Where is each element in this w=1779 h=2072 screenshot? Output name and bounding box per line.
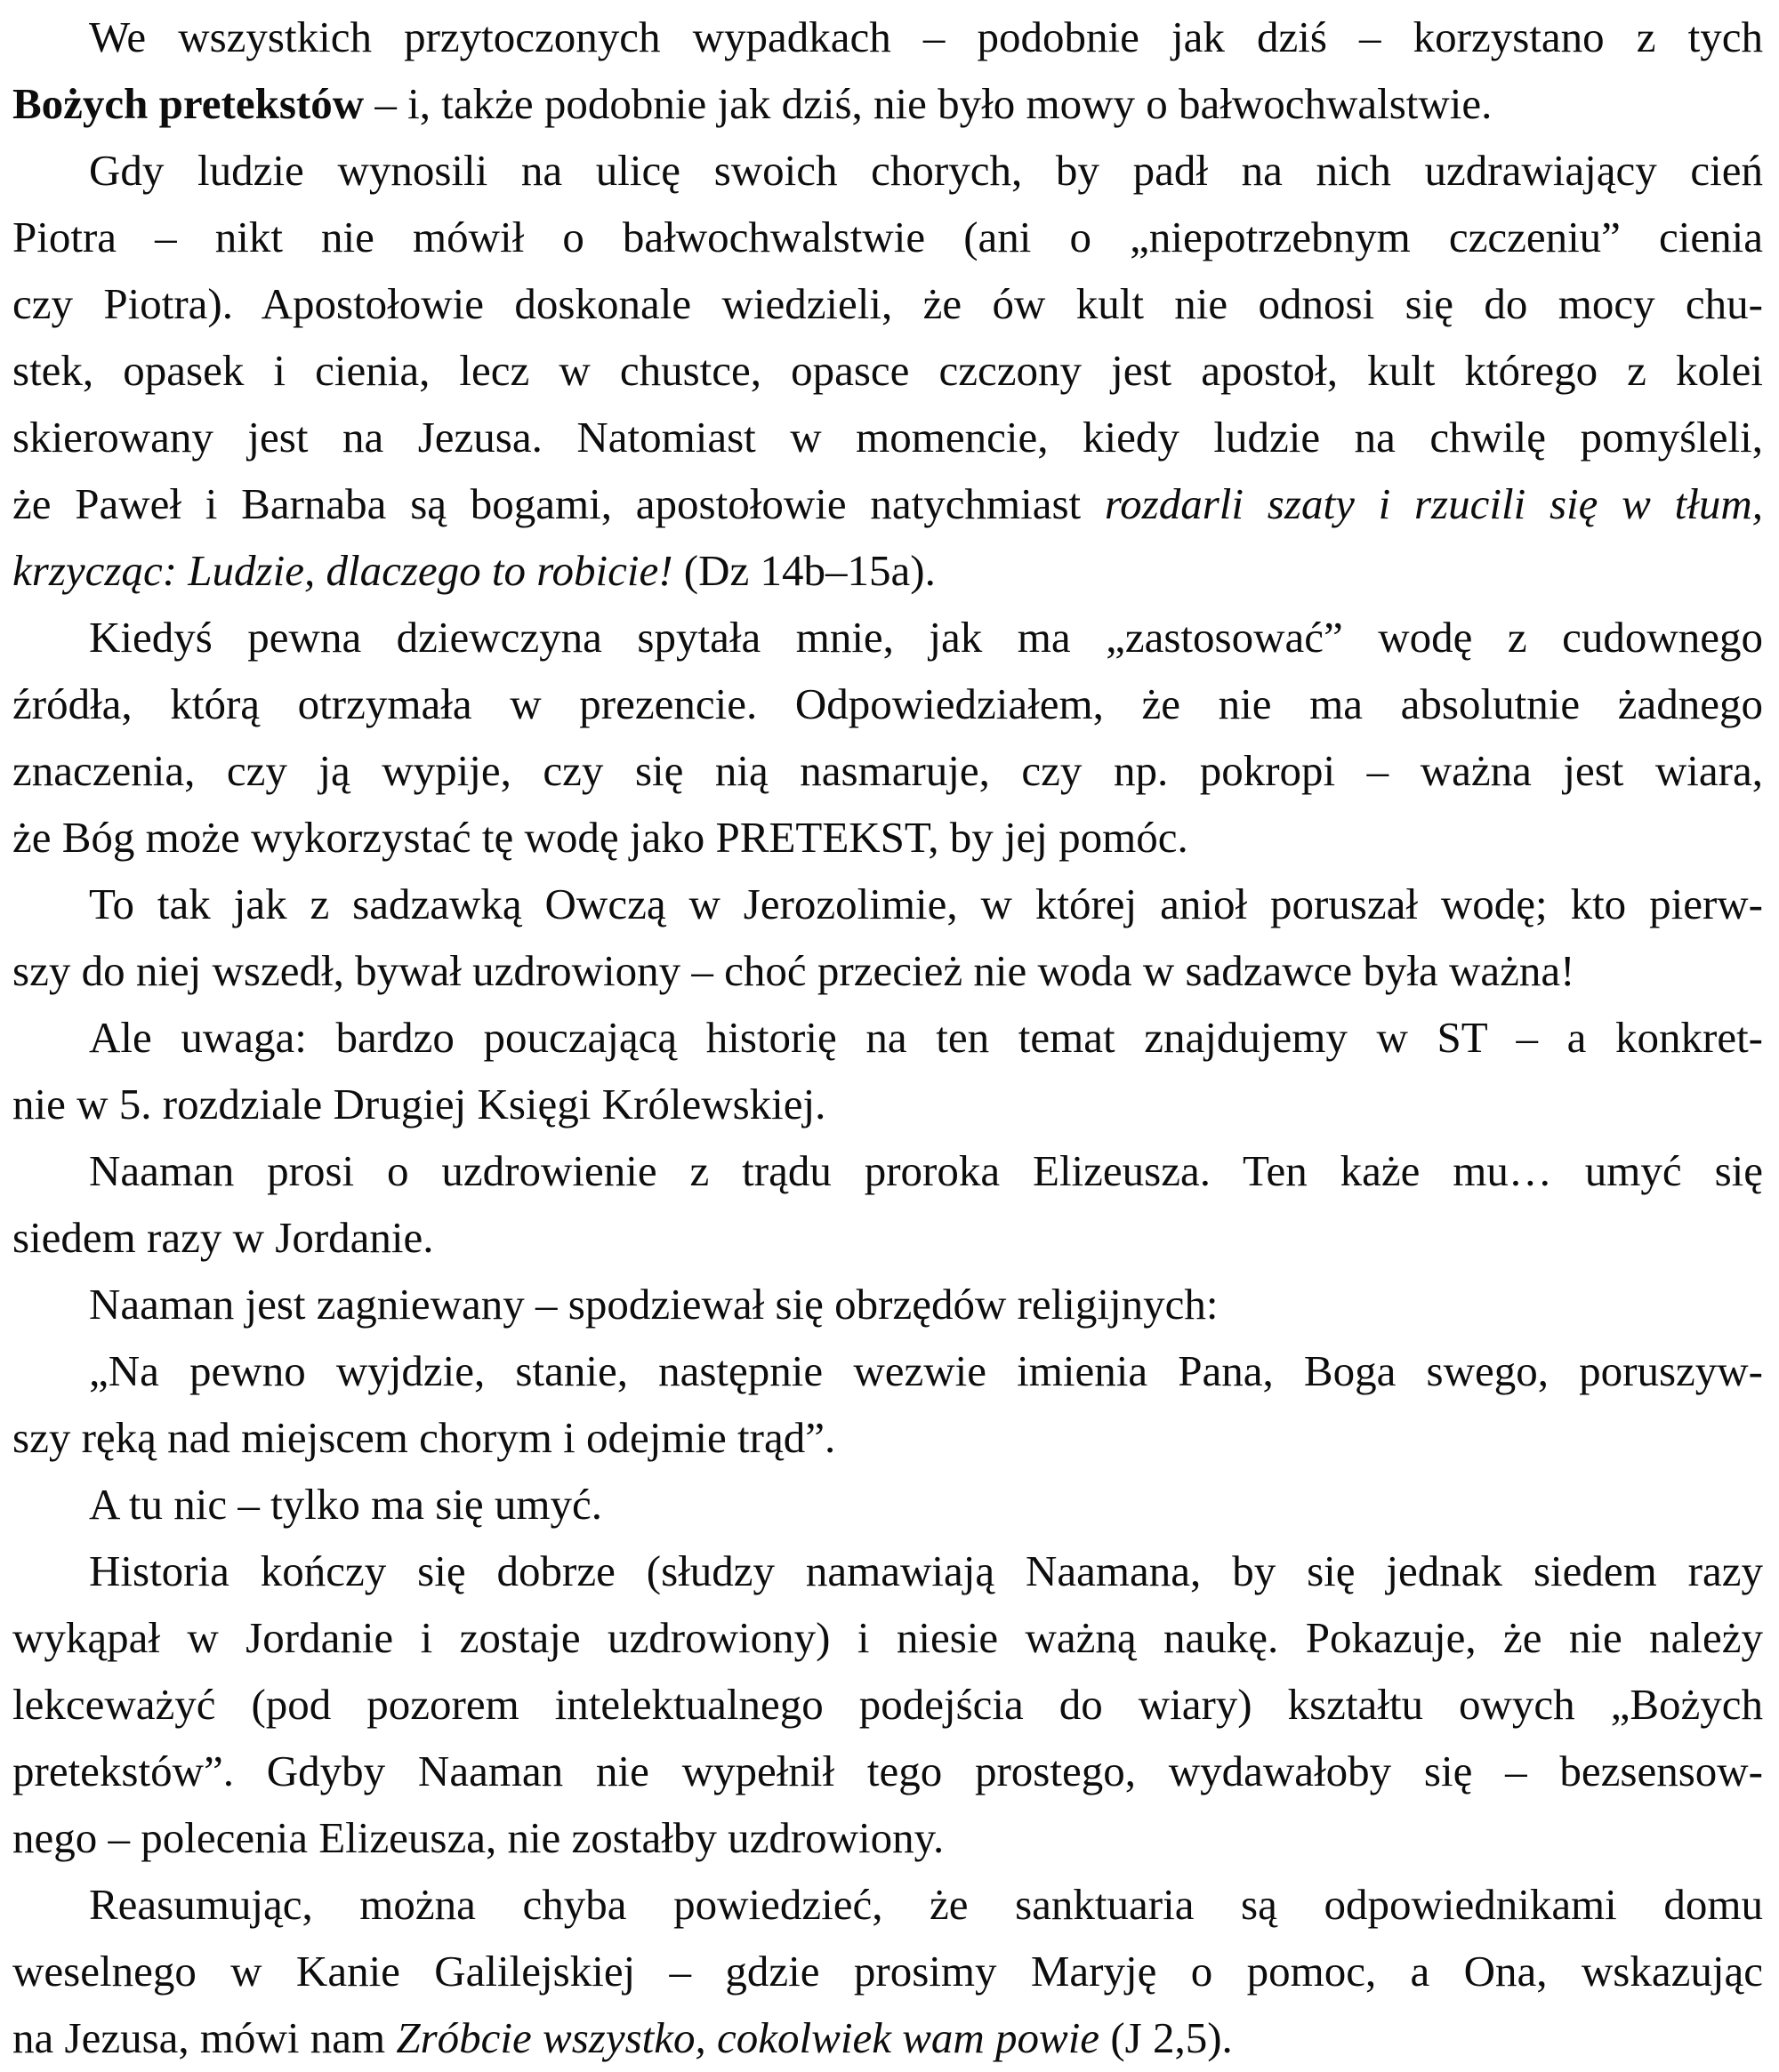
text-line — [12, 4, 1763, 70]
text-line — [12, 1538, 1763, 1604]
text-segment-normal: – i, także podobnie jak dziś, nie było mowy o bałwochwalstwie. — [364, 79, 1493, 128]
text-line — [12, 204, 1763, 270]
text-segment-normal: źródła, którą otrzymała w prezencie. Odpowiedziałem, że nie ma absolutnie żadnego — [12, 679, 1763, 728]
text-segment-normal: Piotra – nikt nie mówił o bałwochwalstwie (ani o „niepotrzebnym czczeniu” cienia — [12, 213, 1763, 261]
text-line — [12, 1671, 1763, 1738]
text-segment-normal: Historia kończy się dobrze (słudzy namawiają Naamana, by się jednak siedem razy — [89, 1546, 1763, 1595]
text-line — [12, 1337, 1763, 1404]
text-line — [12, 70, 1763, 137]
text-segment-normal: (Dz 14b–15a). — [672, 546, 936, 595]
text-segment-normal: nego – polecenia Elizeusza, nie zostałby uzdrowiony. — [12, 1813, 945, 1862]
text-line — [12, 1471, 1763, 1538]
text-line — [12, 1804, 1763, 1871]
text-line — [12, 1004, 1763, 1071]
text-line — [12, 537, 1763, 604]
text-line — [12, 1271, 1763, 1337]
text-line — [12, 604, 1763, 671]
text-line — [12, 737, 1763, 804]
text-line — [12, 337, 1763, 404]
text-segment-normal: Naaman jest zagniewany – spodziewał się obrzędów religijnych: — [89, 1280, 1219, 1329]
text-segment-normal: Reasumując, można chyba powiedzieć, że sanktuaria są odpowiednikami domu — [89, 1880, 1763, 1929]
text-segment-normal: szy ręką nad miejscem chorym i odejmie trąd”. — [12, 1413, 836, 1462]
text-line — [12, 871, 1763, 937]
text-line — [12, 2004, 1763, 2071]
text-line — [12, 1738, 1763, 1804]
text-segment-normal: Gdy ludzie wynosili na ulicę swoich chorych, by padł na nich uzdrawiający cień — [89, 146, 1763, 195]
text-segment-normal: że Bóg może wykorzystać tę wodę jako PRETEKST, by jej pomóc. — [12, 813, 1188, 862]
text-segment-normal: (J 2,5). — [1099, 2013, 1233, 2062]
text-segment-normal: „Na pewno wyjdzie, stanie, następnie wezwie imienia Pana, Boga swego, poruszyw- — [89, 1346, 1763, 1395]
text-segment-normal: na Jezusa, mówi nam — [12, 2013, 397, 2062]
text-line — [12, 1938, 1763, 2004]
text-segment-normal: czy Piotra). Apostołowie doskonale wiedzieli, że ów kult nie odnosi się do mocy chu- — [12, 279, 1763, 328]
text-segment-normal: lekceważyć (pod pozorem intelektualnego podejścia do wiary) kształtu owych „Bożych — [12, 1680, 1763, 1729]
text-line — [12, 1404, 1763, 1471]
text-line — [12, 1604, 1763, 1671]
text-line — [12, 270, 1763, 337]
text-segment-normal: nie w 5. rozdziale Drugiej Księgi Królewskiej. — [12, 1080, 826, 1128]
text-line — [12, 404, 1763, 470]
text-line — [12, 1204, 1763, 1271]
text-segment-normal: Kiedyś pewna dziewczyna spytała mnie, jak ma „zastosować” wodę z cudownego — [89, 613, 1763, 662]
text-segment-italic: krzycząc: Ludzie, dlaczego to robicie! — [12, 546, 673, 595]
text-segment-normal: że Paweł i Barnaba są bogami, apostołowie natychmiast — [12, 479, 1105, 528]
text-line — [12, 937, 1763, 1004]
text-segment-normal: weselnego w Kanie Galilejskiej – gdzie prosimy Maryję o pomoc, a Ona, wskazując — [12, 1947, 1763, 1996]
text-line — [12, 1871, 1763, 1938]
text-segment-normal: Naaman prosi o uzdrowienie z trądu proroka Elizeusza. Ten każe mu… umyć się — [89, 1146, 1763, 1195]
text-segment-normal: Ale uwaga: bardzo pouczającą historię na ten temat znajdujemy w ST – a konkret- — [89, 1013, 1763, 1062]
text-line — [12, 1071, 1763, 1137]
text-segment-normal: znaczenia, czy ją wypije, czy się nią nasmaruje, czy np. pokropi – ważna jest wiara, — [12, 746, 1763, 795]
text-line — [12, 671, 1763, 737]
text-segment-italic: rozdarli szaty i rzucili się w tłum, — [1104, 479, 1763, 528]
text-segment-normal: szy do niej wszedł, bywał uzdrowiony – choć przecież nie woda w sadzawce była ważna! — [12, 946, 1575, 995]
text-segment-normal: stek, opasek i cienia, lecz w chustce, opasce czczony jest apostoł, kult którego z kolei — [12, 346, 1763, 395]
text-segment-normal: skierowany jest na Jezusa. Natomiast w momencie, kiedy ludzie na chwilę pomyśleli, — [12, 413, 1763, 462]
text-segment-normal: A tu nic – tylko ma się umyć. — [89, 1480, 603, 1529]
text-segment-normal: wykąpał w Jordanie i zostaje uzdrowiony) i niesie ważną naukę. Pokazuje, że nie należy — [12, 1613, 1763, 1662]
page-text — [12, 4, 1763, 2071]
text-line — [12, 804, 1763, 871]
text-line — [12, 1137, 1763, 1204]
text-segment-normal: We wszystkich przytoczonych wypadkach – podobnie jak dziś – korzystano z tych — [89, 12, 1763, 61]
text-segment-italic: Zróbcie wszystko, cokolwiek wam powie — [396, 2013, 1100, 2062]
text-line — [12, 470, 1763, 537]
text-segment-bold: Bożych pretekstów — [12, 79, 365, 128]
text-segment-normal: To tak jak z sadzawką Owczą w Jerozolimie, w której anioł poruszał wodę; kto pierw- — [89, 879, 1763, 928]
text-segment-normal: siedem razy w Jordanie. — [12, 1213, 434, 1262]
text-segment-normal: pretekstów”. Gdyby Naaman nie wypełnił tego prostego, wydawałoby się – bezsensow- — [12, 1747, 1763, 1795]
text-line — [12, 137, 1763, 204]
